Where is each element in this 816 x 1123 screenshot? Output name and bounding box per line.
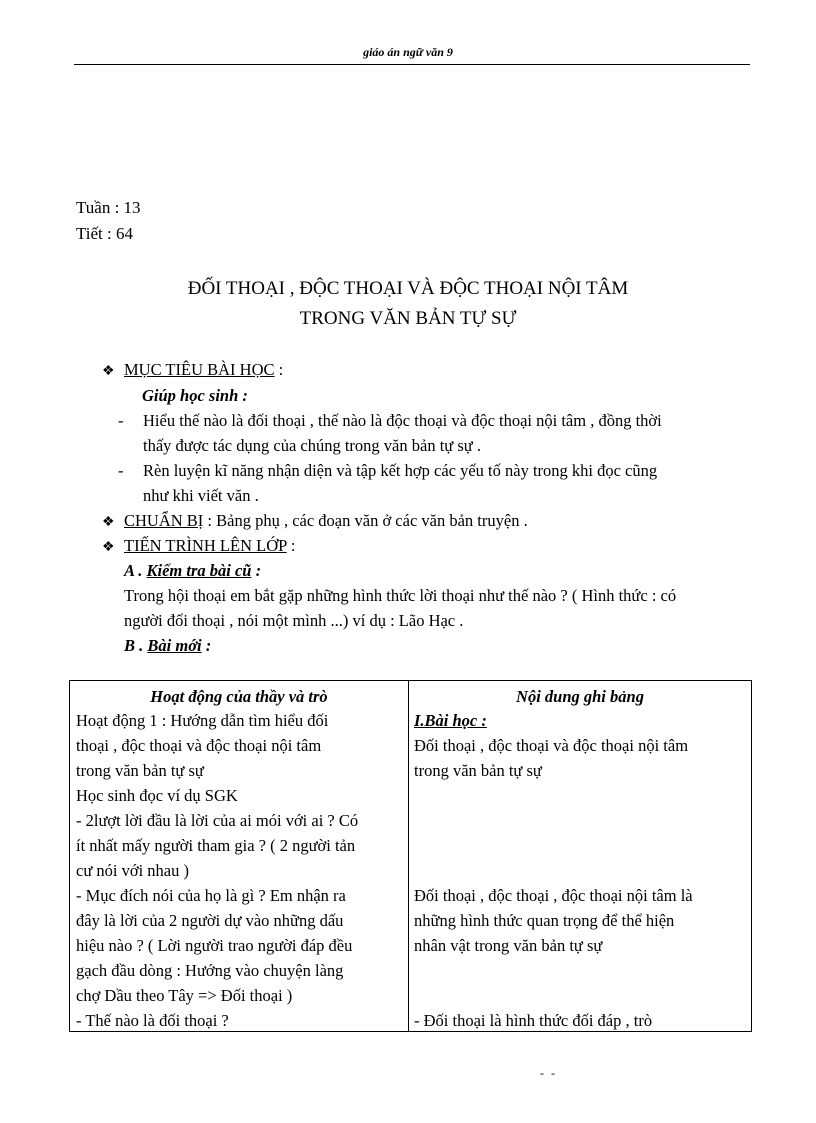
column-divider bbox=[408, 681, 409, 1031]
col1-line: ít nhất mấy người tham gia ? ( 2 người tản bbox=[76, 836, 356, 855]
section-b-heading: B . Bài mới : bbox=[124, 636, 212, 655]
col2-line: những hình thức quan trọng để thể hiện bbox=[414, 911, 675, 930]
col1-line: thoại , độc thoại và độc thoại nội tâm bbox=[76, 736, 322, 755]
preparation-line: CHUẨN BỊ : Bảng phụ , các đoạn văn ở các văn bản truyện . bbox=[124, 511, 528, 530]
col1-line: Học sinh đọc ví dụ SGK bbox=[76, 786, 238, 805]
page-footer-mark: - - bbox=[540, 1066, 557, 1080]
col1-line: - 2lượt lời đầu là lời của ai mói với ai ? Có bbox=[76, 811, 359, 830]
section-a-line2: người đối thoại , nói một mình ...) ví dụ : Lão Hạc . bbox=[124, 611, 464, 630]
col1-line: - Mục đích nói của họ là gì ? Em nhận ra bbox=[76, 886, 346, 905]
header-rule bbox=[74, 64, 750, 65]
col1-header: Hoạt động của thầy và trò bbox=[150, 687, 328, 706]
col2-line: - Đối thoại là hình thức đối đáp , trò bbox=[414, 1011, 653, 1030]
col2-section-heading: I.Bài học : bbox=[414, 711, 487, 730]
period-label: Tiết : 64 bbox=[76, 224, 134, 243]
week-label: Tuần : 13 bbox=[76, 198, 141, 217]
diamond-bullet-icon: ❖ bbox=[102, 540, 115, 555]
col2-line: trong văn bản tự sự bbox=[414, 761, 542, 780]
objectives-sub: Giúp học sinh : bbox=[142, 386, 248, 405]
running-header: giáo án ngữ văn 9 bbox=[363, 45, 453, 59]
section-a-line1: Trong hội thoại em bắt gặp những hình thức lời thoại như thế nào ? ( Hình thức : có bbox=[124, 586, 677, 605]
list-dash: - bbox=[118, 411, 124, 430]
objective-1-line2: thấy được tác dụng của chúng trong văn bản tự sự . bbox=[143, 436, 481, 455]
col1-line: - Thế nào là đối thoại ? bbox=[76, 1011, 229, 1030]
lesson-title-line2: TRONG VĂN BẢN TỰ SỰ bbox=[299, 308, 517, 329]
col1-line: Hoạt động 1 : Hướng dẫn tìm hiểu đối bbox=[76, 711, 329, 730]
objective-2-line2: như khi viết văn . bbox=[143, 486, 259, 505]
col2-header: Nội dung ghi bảng bbox=[516, 687, 644, 706]
col1-line: đây là lời của 2 người dự vào những dấu bbox=[76, 911, 344, 930]
diamond-bullet-icon: ❖ bbox=[102, 515, 115, 530]
objectives-heading: MỤC TIÊU BÀI HỌC : bbox=[124, 360, 284, 379]
lesson-table bbox=[69, 680, 752, 1032]
col2-line: Đối thoại , độc thoại và độc thoại nội tâm bbox=[414, 736, 689, 755]
lesson-title-line1: ĐỐI THOẠI , ĐỘC THOẠI VÀ ĐỘC THOẠI NỘI TÂM bbox=[187, 278, 629, 299]
process-heading: TIẾN TRÌNH LÊN LỚP : bbox=[124, 536, 296, 555]
objective-2-line1: Rèn luyện kĩ năng nhận diện và tập kết hợp các yếu tố này trong khi đọc cũng bbox=[143, 461, 658, 480]
col2-line: Đối thoại , độc thoại , độc thoại nội tâm là bbox=[414, 886, 693, 905]
list-dash: - bbox=[118, 461, 124, 480]
col1-line: gạch đầu dòng : Hướng vào chuyện làng bbox=[76, 961, 344, 980]
section-a-heading: A . Kiểm tra bài cũ : bbox=[124, 561, 262, 580]
col1-line: cư nói với nhau ) bbox=[76, 861, 189, 880]
col1-line: trong văn bản tự sự bbox=[76, 761, 204, 780]
diamond-bullet-icon: ❖ bbox=[102, 364, 115, 379]
col1-line: hiệu nào ? ( Lời người trao người đáp đều bbox=[76, 936, 353, 955]
col2-line: nhân vật trong văn bản tự sự bbox=[414, 936, 603, 955]
objective-1-line1: Hiểu thế nào là đối thoại , thế nào là độc thoại và độc thoại nội tâm , đồng thời bbox=[143, 411, 662, 430]
col1-line: chợ Dầu theo Tây => Đối thoại ) bbox=[76, 986, 293, 1005]
